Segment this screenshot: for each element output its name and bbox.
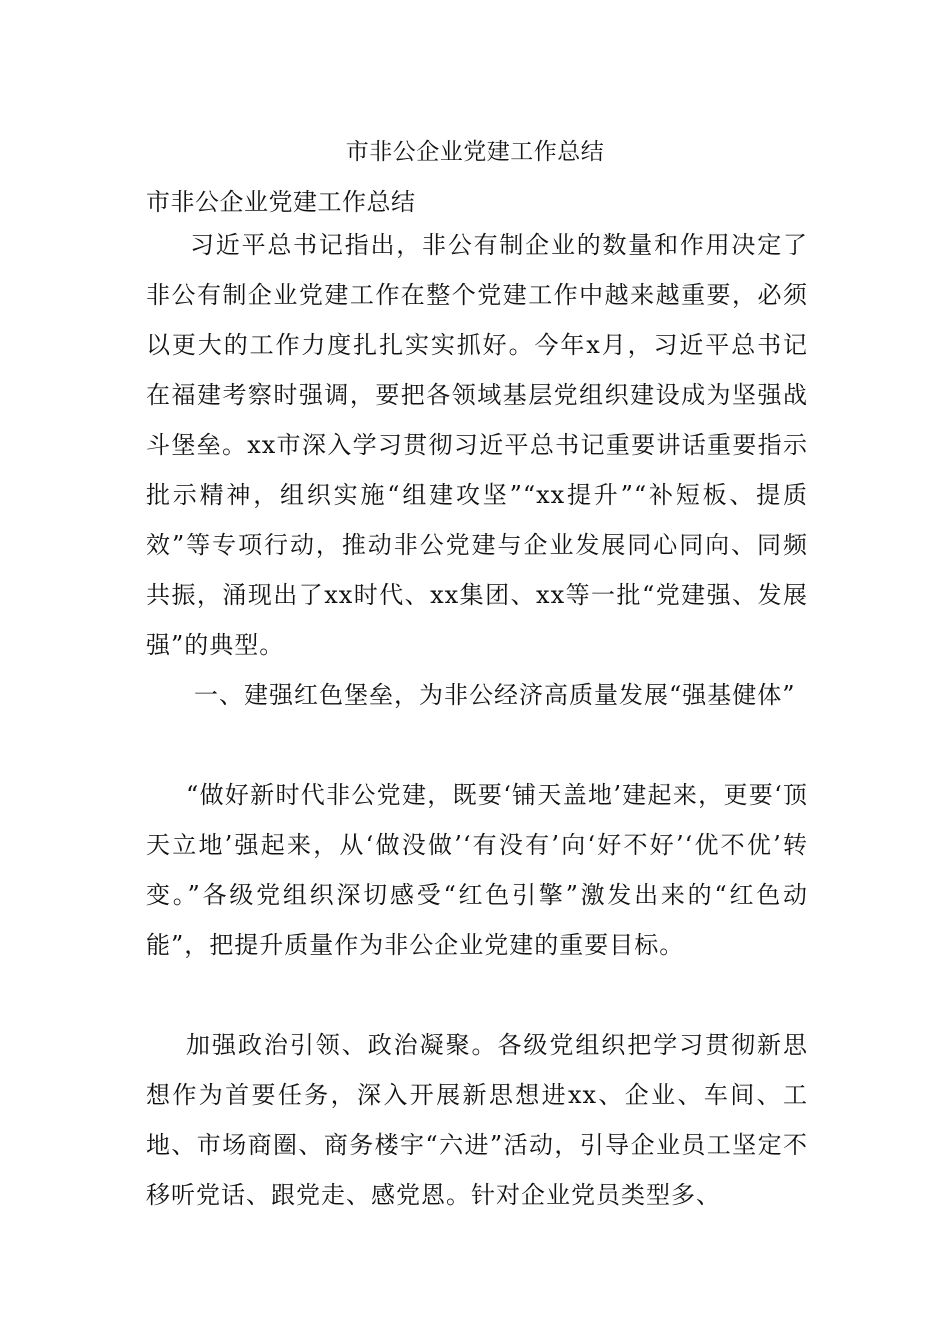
- section-heading-1: 一、建强红色堡垒，为非公经济高质量发展“强基健体”: [194, 681, 796, 709]
- paragraph-political-guidance: 加强政治引领、政治凝聚。各级党组织把学习贯彻新思想作为首要任务，深入开展新思想进xx、企业、车间、工地、市场商圈、商务楼宇“六进”活动，引导企业员工坚定不移听党话、跟党走、感党恩。针对企业党员类型多、: [146, 1031, 808, 1209]
- paragraph-intro: 习近平总书记指出，非公有制企业的数量和作用决定了非公有制企业党建工作在整个党建工作中越来越重要，必须以更大的工作力度扎扎实实抓好。今年x月，习近平总书记在福建考察时强调，要把各领域基层党组织建设成为坚强战斗堡垒。xx市深入学习贯彻习近平总书记重要讲话重要指示批示精神，组织实施“组建攻坚”“xx提升”“补短板、提质效”等专项行动，推动非公党建与企业发展同心同向、同频共振，涌现出了xx时代、xx集团、xx等一批“党建强、发展强”的典型。: [146, 231, 808, 659]
- document-title: 市非公企业党建工作总结: [345, 139, 605, 165]
- document-subtitle: 市非公企业党建工作总结: [146, 188, 416, 216]
- paragraph-quote: “做好新时代非公党建，既要‘铺天盖地’建起来，更要‘顶天立地’强起来，从‘做没做’‘有没有’向‘好不好’‘优不优’转变。”各级党组织深切感受“红色引擎”激发出来的“红色动能”，把提升质量作为非公企业党建的重要目标。: [146, 781, 808, 959]
